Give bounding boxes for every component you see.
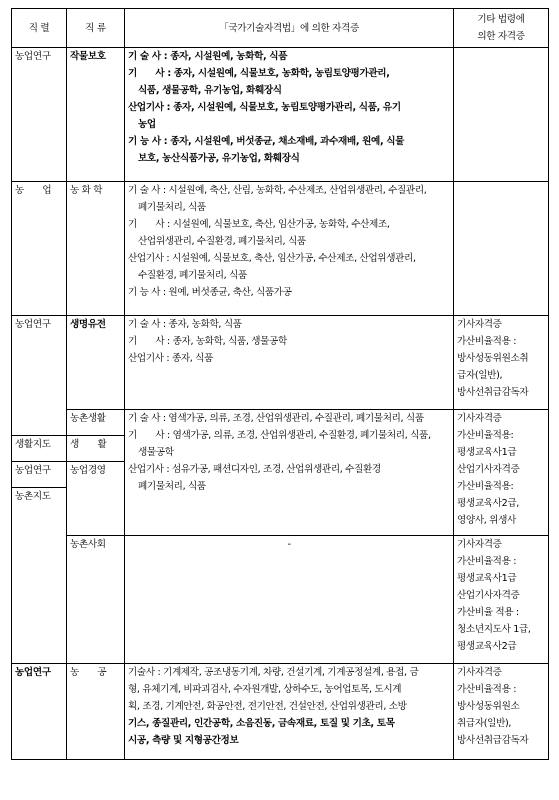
other-line: 방사선취급감독자 bbox=[457, 387, 529, 398]
series-cell: 농업연구 bbox=[12, 48, 67, 182]
table-header-row bbox=[12, 9, 549, 48]
series-cell: 생활지도 bbox=[12, 436, 67, 462]
cert-line: 산업기사 : 섬유가공, 패션디자인, 조경, 산업위생관리, 수질환경 bbox=[128, 464, 381, 475]
kind-cell: 농 화 학 bbox=[67, 182, 125, 316]
other-line: 산업기사자격증 bbox=[457, 590, 520, 601]
cert-line: 기 술 사 : 시설원예, 축산, 산림, 농화학, 수산제조, 산업위생관리, 수질관리, bbox=[128, 185, 427, 196]
other-line: 가산비율적용 : bbox=[457, 684, 517, 695]
cert-line: 농업 bbox=[138, 119, 156, 130]
header-national-cert: 「국가기술자격법」에 의한 자격증 bbox=[125, 9, 454, 48]
cert-cell bbox=[125, 48, 454, 182]
table-row bbox=[12, 48, 549, 182]
other-line: 방사성동위원소 bbox=[457, 701, 520, 712]
table-row bbox=[12, 316, 549, 410]
other-cert-cell bbox=[454, 410, 549, 536]
other-line: 방사성동위원소취 bbox=[457, 353, 529, 364]
cert-line: 기 능 사 : 원예, 버섯종균, 축산, 식품가공 bbox=[128, 287, 292, 298]
other-cert-cell bbox=[454, 664, 549, 760]
cert-line: 생물공학 bbox=[138, 447, 174, 458]
cert-line: 산업기사 : 시설원예, 식물보호, 축산, 임산가공, 수산제조, 산업위생관리, bbox=[128, 253, 416, 264]
series-cell: 농업연구 bbox=[12, 664, 67, 760]
other-line: 평생교육사1급 bbox=[457, 573, 517, 584]
cert-line: 기 사 : 시설원예, 식물보호, 축산, 임산가공, 농화학, 수산제조, bbox=[128, 219, 390, 230]
cert-cell bbox=[125, 664, 454, 760]
header-other-cert bbox=[454, 9, 549, 48]
cert-line: 수질환경, 폐기물처리, 식품 bbox=[138, 270, 247, 281]
other-line: 방사선취급감독자 bbox=[457, 735, 529, 746]
cert-cell bbox=[125, 182, 454, 316]
other-line: 가산비율적용 : bbox=[457, 556, 517, 567]
cert-line: 기 능 사 : 종자, 시설원예, 버섯종균, 채소재배, 과수재배, 원예, 식물 bbox=[128, 136, 405, 147]
other-line: 평생교육사1급 bbox=[457, 447, 517, 458]
qualification-document bbox=[11, 8, 548, 760]
cert-line: 산업기사 : 종자, 식품 bbox=[128, 353, 214, 364]
header-series: 직 렬 bbox=[12, 9, 67, 48]
series-cell: 농촌지도 bbox=[12, 488, 67, 664]
cert-line: 기 술 사 : 염색가공, 의류, 조경, 산업위생관리, 수질관리, 폐기물처리, 식품 bbox=[128, 413, 424, 424]
other-line: 기사자격증 bbox=[457, 539, 502, 550]
other-line: 평생교육사2급, bbox=[457, 498, 519, 509]
other-line: 평생교육사2급 bbox=[457, 641, 517, 652]
cert-line: 식품, 생물공학, 유기농업, 화훼장식 bbox=[138, 85, 282, 96]
kind-cell: 농촌사회 bbox=[67, 536, 125, 664]
kind-cell: 생 활 bbox=[67, 436, 125, 462]
header-kind: 직 류 bbox=[67, 9, 125, 48]
cert-cell bbox=[125, 316, 454, 410]
other-cert-cell bbox=[454, 536, 549, 664]
other-cert-cell bbox=[454, 182, 549, 316]
table-row bbox=[12, 182, 549, 316]
cert-line: 보호, 농산식품가공, 유기농업, 화훼장식 bbox=[138, 153, 300, 164]
other-cert-cell bbox=[454, 48, 549, 182]
qualification-table bbox=[11, 8, 549, 760]
other-line: 취급자(일반), bbox=[457, 718, 512, 729]
cert-line: 기술사 : 기계제작, 공조냉동기계, 차량, 건설기계, 기계공정설계, 용접, 금 bbox=[128, 667, 419, 678]
other-line: 영양사, 위생사 bbox=[457, 515, 516, 526]
other-line: 청소년지도사 1급, bbox=[457, 624, 531, 635]
cert-line: 산업위생관리, 수질환경, 폐기물처리, 식품 bbox=[138, 236, 306, 247]
series-cell: 농 업 bbox=[12, 182, 67, 316]
cert-line: 기 사 : 종자, 농화학, 식품, 생물공학 bbox=[128, 336, 287, 347]
kind-cell: 농 공 bbox=[67, 664, 125, 760]
table-row bbox=[12, 664, 549, 760]
cert-line: 산업기사 : 종자, 시설원예, 식물보호, 농림토양평가관리, 식품, 유기 bbox=[128, 102, 401, 113]
cert-line: 기스, 종질관리, 인간공학, 소음진동, 금속재료, 토질 및 기초, 토목 bbox=[128, 718, 395, 729]
table-row bbox=[12, 410, 549, 436]
other-line: 기사자격증 bbox=[457, 319, 502, 330]
other-cert-cell bbox=[454, 316, 549, 410]
cert-cell bbox=[125, 410, 454, 536]
other-line: 급자(일반), bbox=[457, 370, 503, 381]
header-other-line: 기타 법령에 bbox=[477, 14, 525, 25]
cert-line: 기 술 사 : 종자, 시설원예, 농화학, 식품 bbox=[128, 51, 288, 62]
cert-line: 폐기물처리, 식품 bbox=[138, 202, 206, 213]
series-cell: 농업연구 bbox=[12, 316, 67, 436]
cert-line: 기 술 사 : 종자, 농화학, 식품 bbox=[128, 319, 242, 330]
other-line: 기사자격증 bbox=[457, 413, 502, 424]
kind-cell: 농촌생활 bbox=[67, 410, 125, 436]
series-cell: 농업연구 bbox=[12, 462, 67, 488]
other-line: 가산비율적용 : bbox=[457, 336, 517, 347]
other-line: 가산비율적용: bbox=[457, 430, 514, 441]
header-other-line: 의한 자격증 bbox=[477, 31, 525, 42]
cert-line: 폐기물처리, 식품 bbox=[138, 481, 206, 492]
kind-cell: 생명유전 bbox=[67, 316, 125, 410]
other-line: 산업기사자격증 bbox=[457, 464, 520, 475]
kind-cell: 작물보호 bbox=[67, 48, 125, 182]
other-line: 기사자격증 bbox=[457, 667, 502, 678]
cert-line: 기 사 : 종자, 시설원예, 식물보호, 농화학, 농림토양평가관리, bbox=[128, 68, 390, 79]
cert-line: 시공, 측량 및 지형공간정보 bbox=[128, 735, 239, 746]
kind-cell: 농업경영 bbox=[67, 462, 125, 536]
cert-cell: - bbox=[125, 536, 454, 664]
other-line: 가산비율적용: bbox=[457, 481, 514, 492]
cert-line: 획, 조경, 기계안전, 화공안전, 전기안전, 건설안전, 산업위생관리, 소방 bbox=[128, 701, 407, 712]
table-row bbox=[12, 536, 549, 664]
cert-line: 기 사 : 염색가공, 의류, 조경, 산업위생관리, 수질환경, 폐기물처리, 식품, bbox=[128, 430, 431, 441]
other-line: 가산비율 적용 : bbox=[457, 607, 519, 618]
cert-line: 형, 유체기계, 비파괴검사, 수자원개발, 상하수도, 농어업토목, 도시계 bbox=[128, 684, 402, 695]
